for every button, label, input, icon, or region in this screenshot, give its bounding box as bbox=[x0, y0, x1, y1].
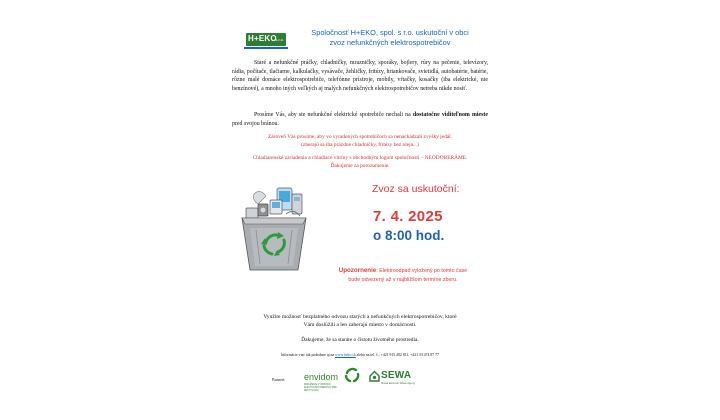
sewa-name: SEWA bbox=[381, 370, 412, 381]
electronics-pile-icon bbox=[246, 188, 302, 222]
food-notice-line-2: (zberajú sa iba prázdne chladničky, fritézy bez oleja...) bbox=[301, 141, 419, 148]
commercial-notice bbox=[232, 155, 488, 171]
commercial-notice-line-1: Chladiarenské zariadenia a chladiace vitríny s obchodným logom spoločnosti – NEODOBERÁME. bbox=[252, 155, 468, 161]
warning-text-line-2: bude odvezený až v najbližšom termíne zberu. bbox=[348, 276, 458, 283]
request-text-b: pred svojou bránou. bbox=[232, 120, 279, 127]
contact-text-b: alebo na tel. č.: +421 915 482 811, +421 33 474 87 77 bbox=[355, 353, 439, 357]
request-text-bold: dostatočne viditeľnom mieste bbox=[412, 112, 488, 118]
sewa-logo bbox=[369, 368, 421, 390]
recycle-bin-illustration bbox=[232, 178, 316, 274]
website-link[interactable]: www.heko.sk bbox=[335, 353, 356, 357]
warning-text-line-1: : Elektroodpad vyložený po tomto čase bbox=[376, 268, 468, 274]
request-paragraph bbox=[232, 111, 488, 128]
envidom-name: envidom bbox=[304, 372, 339, 382]
event-date: 7. 4. 2025 bbox=[373, 208, 443, 225]
heko-logo bbox=[246, 33, 286, 46]
food-notice bbox=[232, 134, 488, 150]
intro-paragraph: Staré a nefunkčné práčky, chladničky, mrazničky, sporáky, bojlery, rúry na pečenie, televízory, rádia, počítače, tlačiarne, kalkulačky, vysávače, žehličky, fritézy, hriankovače, svietidlá, autobatérie, batérie, rôzne malé domáce elektrospotrebiče, telefónne prístroje, mobily, vŕtačky, kosačky (iba elektrické, nie benzínové), a mnoho iných veľkých aj malých nefunkčných elektrospotrebičov netreba nikde nosiť. bbox=[232, 60, 488, 92]
service-text-line-1: Využite možnosť bezplatného odvozu starých a nefunkčných elektrospotrebičov, ktoré bbox=[263, 314, 457, 320]
warning-label: Upozornenie bbox=[338, 267, 377, 274]
title-line-2: zvoz nefunkčných elektrospotrebičov bbox=[329, 37, 451, 47]
service-text-line-2: Vám doslúžili a len zaberajú miesto v domácnosti. bbox=[303, 322, 417, 329]
service-text bbox=[232, 313, 488, 330]
sewa-subtitle: Slovak Electronic Waste Agency bbox=[381, 382, 416, 385]
title-line-1: Spoločnosť H+EKO, spol. s r.o. uskutoční v obci bbox=[311, 28, 469, 37]
page-title bbox=[290, 28, 490, 48]
event-time: o 8:00 hod. bbox=[373, 228, 445, 243]
warning-notice bbox=[322, 266, 484, 284]
bin-icon bbox=[242, 218, 306, 270]
sewa-house-icon bbox=[369, 370, 380, 382]
envidom-subtitle: ZDRUŽENIE VÝROBCOV ELEKTROSPOTREBIČOV PRE RECYKLÁCIU bbox=[304, 384, 337, 392]
event-heading: Zvoz sa uskutoční: bbox=[372, 183, 460, 195]
envidom-recycle-icon bbox=[342, 364, 362, 384]
thanks-text: Ďakujeme, že sa staráte o čistotu životného prostredia. bbox=[301, 337, 419, 343]
request-text-a: Prosíme Vás, aby ste nefunkčné elektrické spotrebiče nechali na bbox=[254, 112, 413, 118]
envidom-logo bbox=[302, 363, 364, 393]
commercial-notice-line-2: Ďakujeme za porozumenie. bbox=[330, 162, 390, 169]
contact-text-a: Informácie viac tak podrobne aj na bbox=[281, 353, 336, 357]
partners-label: Partneri: bbox=[272, 378, 286, 382]
contact-info bbox=[232, 353, 488, 357]
food-notice-line-1: Zároveň Vás prosíme, aby vo vyradených spotrebičoch sa nenachádzali zvyšky jedál. bbox=[267, 134, 453, 140]
logo-suffix: s.r.o. bbox=[275, 37, 284, 42]
logo-underline bbox=[244, 47, 288, 49]
logo-text: H+EKO bbox=[248, 34, 277, 43]
